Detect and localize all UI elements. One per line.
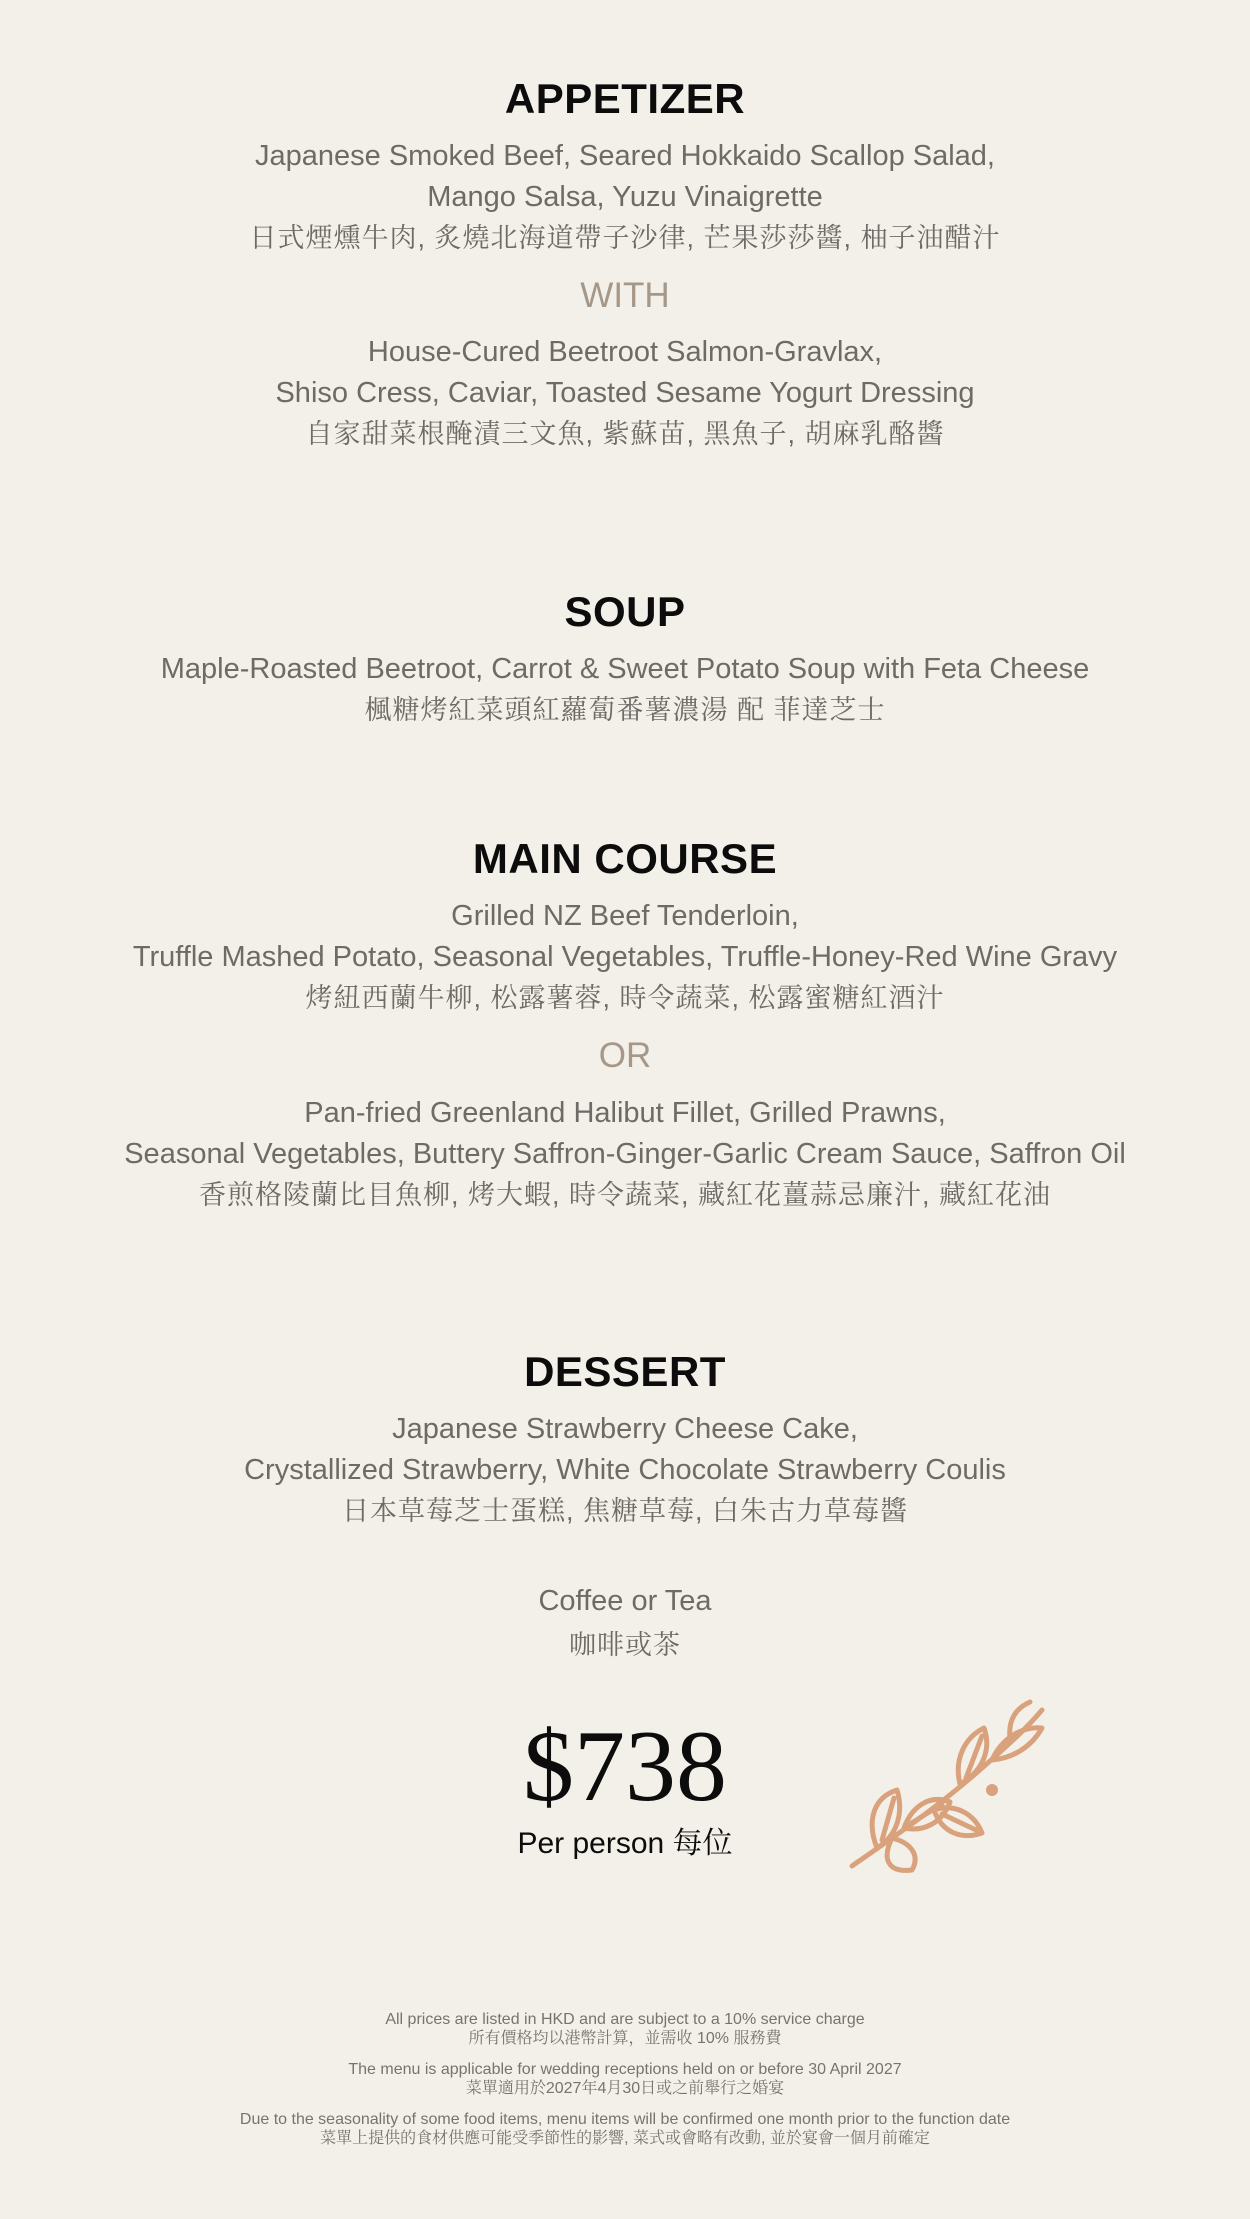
appetizer-dish2-line2: Shiso Cress, Caviar, Toasted Sesame Yogurt Dressing [275, 377, 975, 409]
leaf-sprig-icon [842, 1698, 1054, 1878]
footnote-validity-zh: 菜單適用於2027年4月30日或之前舉行之婚宴 [465, 2080, 785, 2097]
price: $738 [523, 1710, 727, 1823]
dessert-title: DESSERT [524, 1348, 726, 1395]
main-dish2-zh: 香煎格陵蘭比目魚柳, 烤大蝦, 時令蔬菜, 藏紅花薑蒜忌廉汁, 藏紅花油 [198, 1180, 1051, 1210]
soup-dish-line1: Maple-Roasted Beetroot, Carrot & Sweet Potato Soup with Feta Cheese [160, 653, 1090, 685]
appetizer-section [0, 74, 1250, 455]
appetizer-connector: WITH [580, 276, 670, 315]
appetizer-title: APPETIZER [504, 75, 746, 122]
footnote-service-charge [0, 2010, 1250, 2048]
footnote-seasonality-zh: 菜單上提供的食材供應可能受季節性的影響, 菜式或會略有改動, 並於宴會一個月前確定 [320, 2130, 930, 2147]
beverage-zh: 咖啡或茶 [569, 1630, 681, 1660]
dessert-dish-line2: Crystallized Strawberry, White Chocolate Strawberry Coulis [244, 1454, 1006, 1486]
dessert-section [0, 1347, 1250, 1532]
soup-title: SOUP [564, 588, 686, 635]
footnote-seasonality-en: Due to the seasonality of some food items, menu items will be confirmed one month prior to the function date [239, 2111, 1011, 2128]
appetizer-dish1-line2: Mango Salsa, Yuzu Vinaigrette [427, 181, 823, 213]
appetizer-dish1-zh: 日式煙燻牛肉, 炙燒北海道帶子沙律, 芒果莎莎醬, 柚子油醋汁 [249, 223, 1001, 253]
soup-dish-zh: 楓糖烤紅菜頭紅蘿蔔番薯濃湯 配 菲達芝士 [364, 695, 886, 725]
beverage-line: Coffee or Tea [538, 1585, 712, 1617]
appetizer-dish1-line1: Japanese Smoked Beef, Seared Hokkaido Scallop Salad, [255, 140, 995, 172]
main-course-section [0, 834, 1250, 1216]
appetizer-dish2-line1: House-Cured Beetroot Salmon-Gravlax, [367, 336, 883, 368]
soup-section [0, 587, 1250, 731]
footnote-seasonality [0, 2110, 1250, 2148]
main-dish1-zh: 烤紐西蘭牛柳, 松露薯蓉, 時令蔬菜, 松露蜜糖紅酒汁 [305, 983, 945, 1013]
footnote-validity [0, 2060, 1250, 2098]
dessert-dish-zh: 日本草莓芝士蛋糕, 焦糖草莓, 白朱古力草莓醬 [341, 1496, 908, 1526]
footnote-service-charge-zh: 所有價格均以港幣計算，並需收 10% 服務費 [468, 2030, 782, 2047]
footnote-service-charge-en: All prices are listed in HKD and are subject to a 10% service charge [385, 2011, 865, 2028]
main-course-title: MAIN COURSE [472, 835, 778, 882]
main-dish1-line1: Grilled NZ Beef Tenderloin, [451, 900, 799, 932]
main-dish2-line1: Pan-fried Greenland Halibut Fillet, Grilled Prawns, [304, 1097, 946, 1129]
footnote-validity-en: The menu is applicable for wedding receptions held on or before 30 April 2027 [348, 2061, 902, 2078]
appetizer-dish2-zh: 自家甜菜根醃漬三文魚, 紫蘇苗, 黑魚子, 胡麻乳酪醬 [305, 419, 945, 449]
per-person-label: Per person 每位 [517, 1827, 733, 1860]
main-dish1-line2: Truffle Mashed Potato, Seasonal Vegetables, Truffle-Honey-Red Wine Gravy [132, 941, 1118, 973]
main-dish2-line2: Seasonal Vegetables, Buttery Saffron-Ginger-Garlic Cream Sauce, Saffron Oil [124, 1138, 1126, 1170]
dessert-dish-line1: Japanese Strawberry Cheese Cake, [392, 1413, 858, 1445]
main-connector: OR [598, 1036, 652, 1075]
beverage-section [0, 1581, 1250, 1666]
